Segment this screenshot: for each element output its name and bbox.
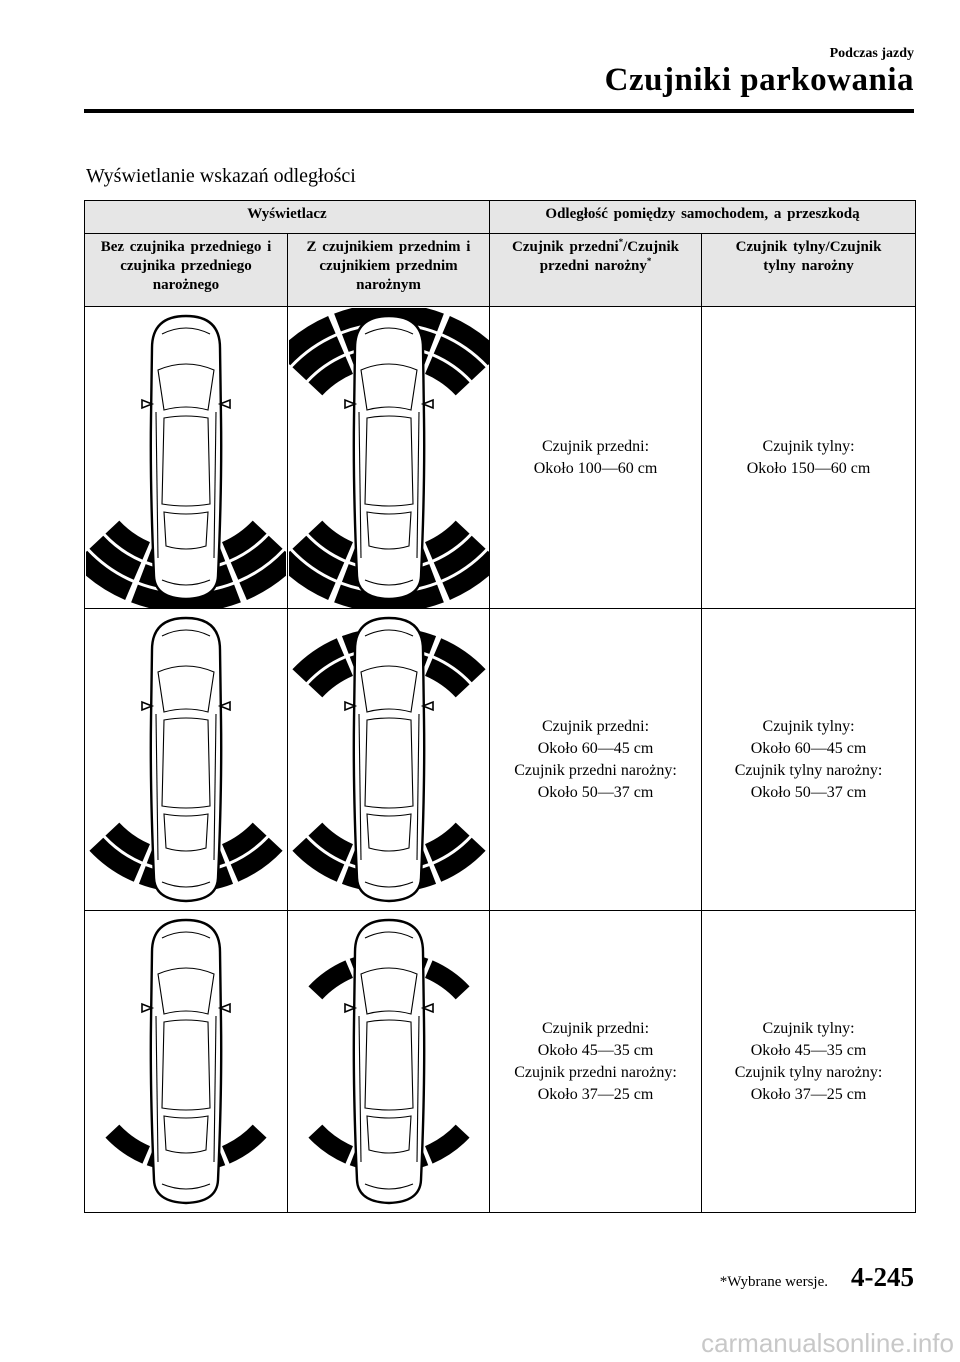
- rear-distance-cell: [702, 911, 916, 1213]
- distance-line: Około 60―45 cm: [537, 739, 654, 757]
- car-top-view-icon: [142, 920, 230, 1203]
- front-distance-cell: [490, 911, 702, 1213]
- sensor-band-segment: [105, 1124, 150, 1163]
- car-top-view-icon: [345, 618, 433, 901]
- distance-line: Około 50―37 cm: [750, 783, 867, 801]
- distance-line: Czujnik przedni narożny:: [514, 761, 677, 779]
- sensor-band-segment: [308, 960, 353, 999]
- distance-line: Około 37―25 cm: [750, 1085, 867, 1103]
- header-display: Wyświetlacz: [85, 201, 490, 234]
- header-with-front-sensor: Z czujnikiem przednim i czujnikiem przednim narożnym: [288, 234, 490, 307]
- front-distance-cell: [490, 307, 702, 609]
- header-divider: [84, 109, 914, 113]
- distance-display-table: [84, 200, 916, 1213]
- section-heading: Wyświetlanie wskazań odległości: [86, 165, 356, 187]
- distance-line: Czujnik przedni:: [541, 1019, 650, 1037]
- car-top-view-icon: [345, 920, 433, 1203]
- header-distance: Odległość pomiędzy samochodem, a przeszkodą: [490, 201, 916, 234]
- parking-sensor-graphic: [289, 308, 489, 608]
- rear-distance-cell: [702, 609, 916, 911]
- running-header-section: Podczas jazdy: [829, 46, 914, 61]
- header-rear-sensor: Czujnik tylny/Czujnik tylny narożny: [702, 234, 916, 307]
- parking-sensor-graphic: [86, 912, 286, 1212]
- page-number: 4-245: [851, 1262, 914, 1292]
- table-row: [85, 307, 916, 609]
- sensor-band-segment: [308, 1124, 353, 1163]
- distance-line: Około 45―35 cm: [537, 1041, 654, 1059]
- header-front-sensor: Czujnik przedni*/Czujnik przedni narożny*: [490, 234, 702, 307]
- distance-line: Czujnik tylny:: [762, 1019, 855, 1037]
- footnote: *Wybrane wersje.: [719, 1274, 828, 1290]
- sensor-band-segment: [425, 1124, 470, 1163]
- table-row: [85, 911, 916, 1213]
- page-title: Czujniki parkowania: [604, 62, 914, 98]
- distance-line: Około 37―25 cm: [537, 1085, 654, 1103]
- display-with-front: [288, 911, 490, 1213]
- car-top-view-icon: [345, 316, 433, 599]
- distance-line: Około 45―35 cm: [750, 1041, 867, 1059]
- distance-line: Około 50―37 cm: [537, 783, 654, 801]
- display-with-front: [288, 609, 490, 911]
- table-row: [85, 609, 916, 911]
- distance-line: Około 150―60 cm: [746, 459, 871, 477]
- rear-distance-cell: [702, 307, 916, 609]
- parking-sensor-graphic: [86, 308, 286, 608]
- parking-sensor-graphic: [86, 610, 286, 910]
- header-without-front-sensor: Bez czujnika przedniego i czujnika przedniego narożnego: [85, 234, 288, 307]
- front-distance-cell: [490, 609, 702, 911]
- parking-sensor-graphic: [289, 610, 489, 910]
- distance-line: Czujnik przedni:: [541, 437, 650, 455]
- distance-line: Czujnik przedni narożny:: [514, 1063, 677, 1081]
- distance-line: Czujnik tylny:: [762, 717, 855, 735]
- parking-sensor-graphic: [289, 912, 489, 1212]
- sensor-band-segment: [222, 1124, 267, 1163]
- display-without-front: [85, 307, 288, 609]
- car-top-view-icon: [142, 618, 230, 901]
- display-without-front: [85, 609, 288, 911]
- display-without-front: [85, 911, 288, 1213]
- distance-line: Czujnik przedni:: [541, 717, 650, 735]
- distance-line: Około 60―45 cm: [750, 739, 867, 757]
- distance-line: Czujnik tylny narożny:: [734, 761, 883, 779]
- car-top-view-icon: [142, 316, 230, 599]
- display-with-front: [288, 307, 490, 609]
- distance-line: Czujnik tylny narożny:: [734, 1063, 883, 1081]
- watermark: carmanualsonline.info: [701, 1328, 954, 1358]
- distance-line: Czujnik tylny:: [762, 437, 855, 455]
- sensor-band-segment: [425, 960, 470, 999]
- distance-line: Około 100―60 cm: [533, 459, 658, 477]
